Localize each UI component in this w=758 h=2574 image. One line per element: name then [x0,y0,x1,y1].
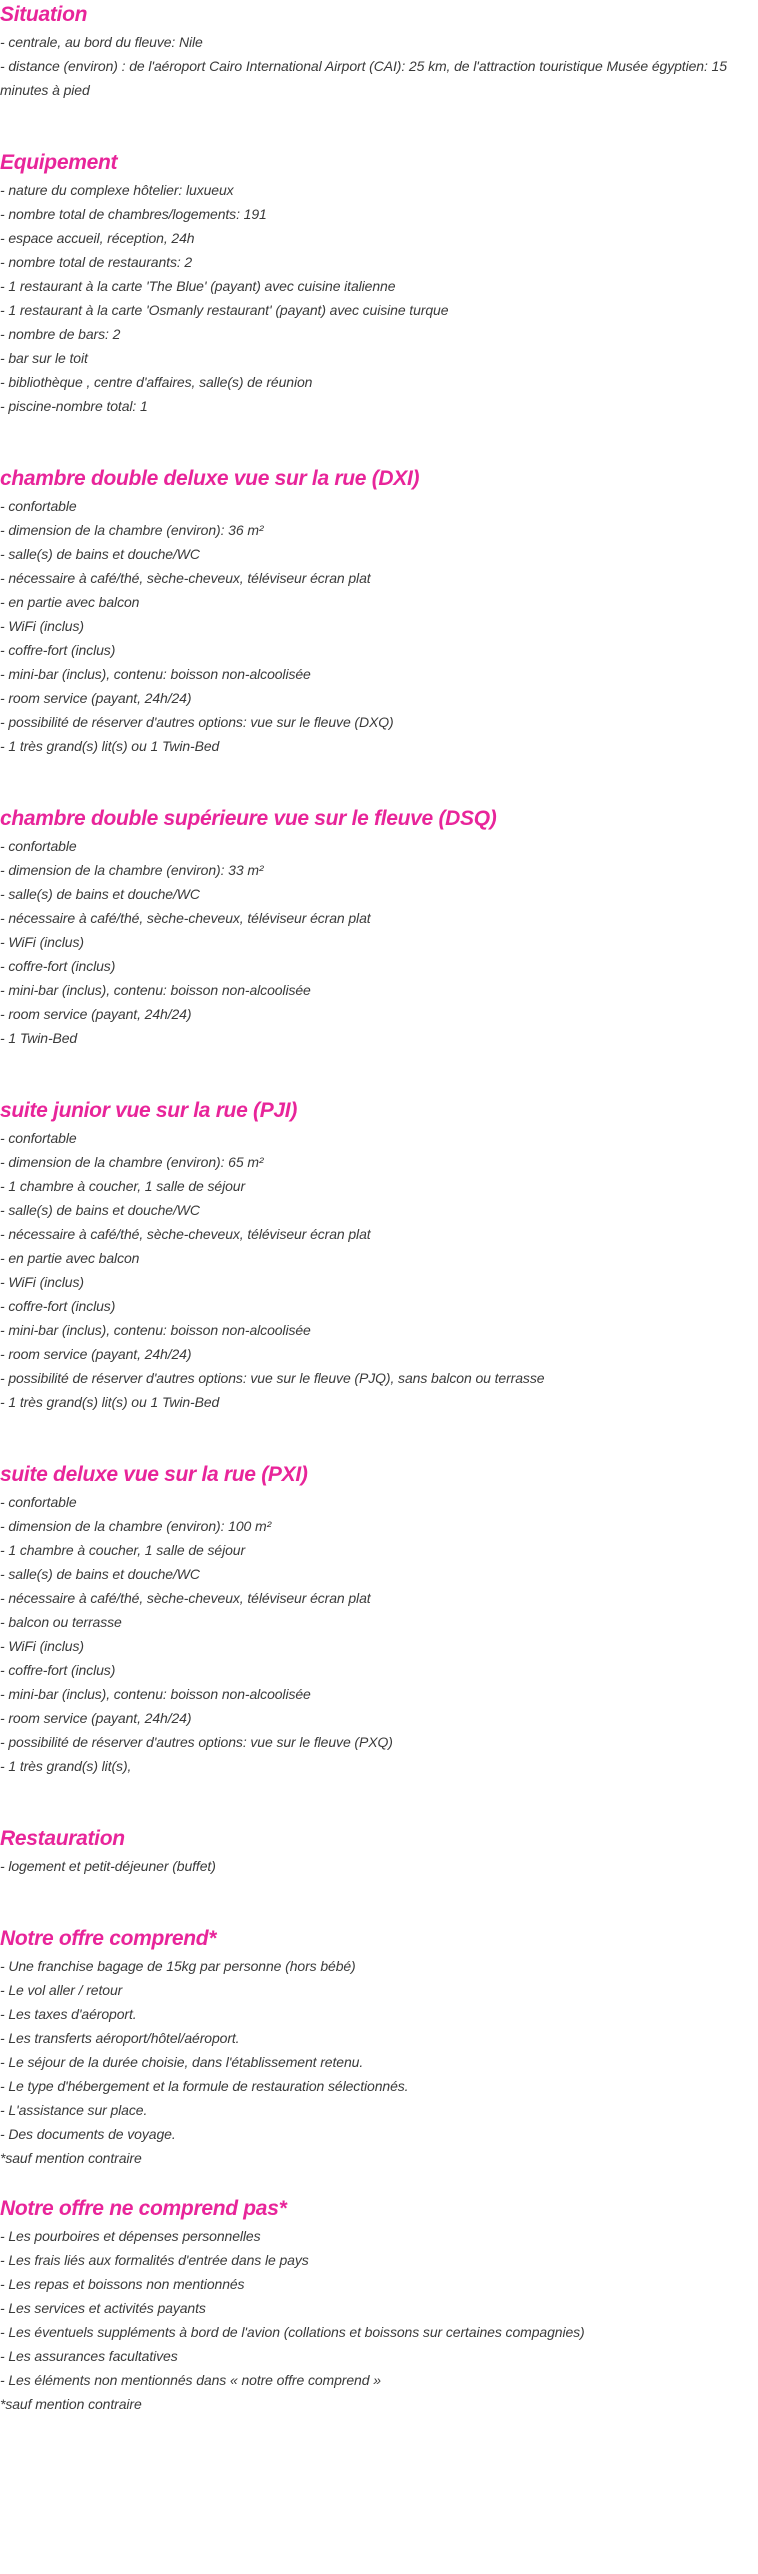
list-item: - dimension de la chambre (environ): 100 m² [0,1518,272,1534]
list-item: - salle(s) de bains et douche/WC [0,1202,200,1218]
section-title: suite junior vue sur la rue (PJI) [0,1099,298,1122]
list-item: - centrale, au bord du fleuve: Nile [0,34,203,50]
section-title: Situation [0,3,88,26]
list-item: - Les services et activités payants [0,2300,206,2316]
section-lines [0,1954,758,2170]
list-item: - 1 restaurant à la carte 'The Blue' (payant) avec cuisine italienne [0,278,396,294]
section-title: Notre offre comprend* [0,1927,217,1950]
section [0,148,758,464]
list-item: - Des documents de voyage. [0,2126,176,2142]
list-item: - WiFi (inclus) [0,618,84,634]
list-item: - 1 Twin-Bed [0,1030,78,1046]
list-item: - en partie avec balcon [0,1250,140,1266]
list-item: - Les frais liés aux formalités d'entrée dans le pays [0,2252,309,2268]
list-item: - distance (environ) : de l'aéroport Cairo International Airport (CAI): 25 km, de l'attraction touristique Musée égyptien: 15 minutes à pied [0,58,727,98]
list-item: - coffre-fort (inclus) [0,958,116,974]
list-item: - Les éventuels suppléments à bord de l'avion (collations et boissons sur certaines compagnies) [0,2324,585,2340]
section-spacer [0,1414,758,1460]
list-item: - piscine-nombre total: 1 [0,398,148,414]
list-item: - confortable [0,1494,77,1510]
list-item: - Les taxes d'aéroport. [0,2006,137,2022]
section-lines [0,834,758,1050]
list-item: - room service (payant, 24h/24) [0,690,192,706]
list-item: - mini-bar (inclus), contenu: boisson non-alcoolisée [0,982,311,998]
list-item: - Les pourboires et dépenses personnelles [0,2228,261,2244]
list-item: - Une franchise bagage de 15kg par personne (hors bébé) [0,1958,356,1974]
list-item: - nombre total de restaurants: 2 [0,254,193,270]
section-spacer [0,1778,758,1824]
list-item: - possibilité de réserver d'autres options: vue sur le fleuve (PXQ) [0,1734,393,1750]
section-spacer [0,2170,758,2194]
list-item: - WiFi (inclus) [0,934,84,950]
section-lines [0,30,758,102]
list-item: *sauf mention contraire [0,2396,142,2412]
list-item: - room service (payant, 24h/24) [0,1006,192,1022]
list-item: - Le type d'hébergement et la formule de restauration sélectionnés. [0,2078,409,2094]
list-item: - room service (payant, 24h/24) [0,1710,192,1726]
section-spacer [0,418,758,464]
list-item: - mini-bar (inclus), contenu: boisson non-alcoolisée [0,1322,311,1338]
list-item: - 1 chambre à coucher, 1 salle de séjour [0,1178,246,1194]
list-item: - nécessaire à café/thé, sèche-cheveux, téléviseur écran plat [0,570,371,586]
section-lines [0,494,758,758]
list-item: - Le vol aller / retour [0,1982,123,1998]
list-item: - confortable [0,498,77,514]
list-item: - room service (payant, 24h/24) [0,1346,192,1362]
list-item: - coffre-fort (inclus) [0,642,116,658]
list-item: - possibilité de réserver d'autres options: vue sur le fleuve (PJQ), sans balcon ou terrasse [0,1370,545,1386]
section-title: chambre double supérieure vue sur le fleuve (DSQ) [0,807,497,830]
list-item: - balcon ou terrasse [0,1614,122,1630]
list-item: - mini-bar (inclus), contenu: boisson non-alcoolisée [0,1686,311,1702]
list-item: - nombre de bars: 2 [0,326,121,342]
section [0,0,758,148]
list-item: - Le séjour de la durée choisie, dans l'établissement retenu. [0,2054,364,2070]
section-title: Equipement [0,151,118,174]
list-item: - dimension de la chambre (environ): 33 m² [0,862,264,878]
section-spacer [0,758,758,804]
list-item: - WiFi (inclus) [0,1274,84,1290]
list-item: - nécessaire à café/thé, sèche-cheveux, téléviseur écran plat [0,1226,371,1242]
list-item: - 1 restaurant à la carte 'Osmanly restaurant' (payant) avec cuisine turque [0,302,449,318]
list-item: - Les repas et boissons non mentionnés [0,2276,245,2292]
section-spacer [0,102,758,148]
list-item: - 1 chambre à coucher, 1 salle de séjour [0,1542,246,1558]
section-lines [0,178,758,418]
list-item: - salle(s) de bains et douche/WC [0,886,200,902]
list-item: - L'assistance sur place. [0,2102,148,2118]
list-item: - Les éléments non mentionnés dans « notre offre comprend » [0,2372,381,2388]
list-item: - coffre-fort (inclus) [0,1662,116,1678]
list-item: - dimension de la chambre (environ): 65 m² [0,1154,264,1170]
list-item: - WiFi (inclus) [0,1638,84,1654]
list-item: - mini-bar (inclus), contenu: boisson non-alcoolisée [0,666,311,682]
list-item: - salle(s) de bains et douche/WC [0,546,200,562]
section-lines [0,1854,758,1878]
list-item: - logement et petit-déjeuner (buffet) [0,1858,216,1874]
section [0,1460,758,1824]
section-lines [0,2224,758,2416]
section-lines [0,1490,758,1778]
list-item: - en partie avec balcon [0,594,140,610]
list-item: - salle(s) de bains et douche/WC [0,1566,200,1582]
section-spacer [0,1878,758,1924]
section-spacer [0,1050,758,1096]
section-title: Restauration [0,1827,125,1850]
section [0,1096,758,1460]
list-item: - nombre total de chambres/logements: 191 [0,206,267,222]
list-item: - Les transferts aéroport/hôtel/aéroport. [0,2030,240,2046]
list-item: - nature du complexe hôtelier: luxueux [0,182,234,198]
section-title: chambre double deluxe vue sur la rue (DXI) [0,467,420,490]
list-item: - dimension de la chambre (environ): 36 m² [0,522,264,538]
section [0,1824,758,1924]
list-item: - espace accueil, réception, 24h [0,230,195,246]
list-item: - nécessaire à café/thé, sèche-cheveux, téléviseur écran plat [0,910,371,926]
section [0,2194,758,2416]
list-item: - confortable [0,1130,77,1146]
list-item: - bar sur le toit [0,350,88,366]
section [0,804,758,1096]
section [0,1924,758,2194]
list-item: - coffre-fort (inclus) [0,1298,116,1314]
list-item: - possibilité de réserver d'autres options: vue sur le fleuve (DXQ) [0,714,394,730]
list-item: - 1 très grand(s) lit(s), [0,1758,132,1774]
section-title: Notre offre ne comprend pas* [0,2197,287,2220]
section [0,464,758,804]
list-item: - 1 très grand(s) lit(s) ou 1 Twin-Bed [0,738,220,754]
list-item: - Les assurances facultatives [0,2348,178,2364]
list-item: - nécessaire à café/thé, sèche-cheveux, téléviseur écran plat [0,1590,371,1606]
list-item: - confortable [0,838,77,854]
list-item: - bibliothèque , centre d'affaires, salle(s) de réunion [0,374,313,390]
list-item: *sauf mention contraire [0,2150,142,2166]
section-title: suite deluxe vue sur la rue (PXI) [0,1463,308,1486]
list-item: - 1 très grand(s) lit(s) ou 1 Twin-Bed [0,1394,220,1410]
section-lines [0,1126,758,1414]
